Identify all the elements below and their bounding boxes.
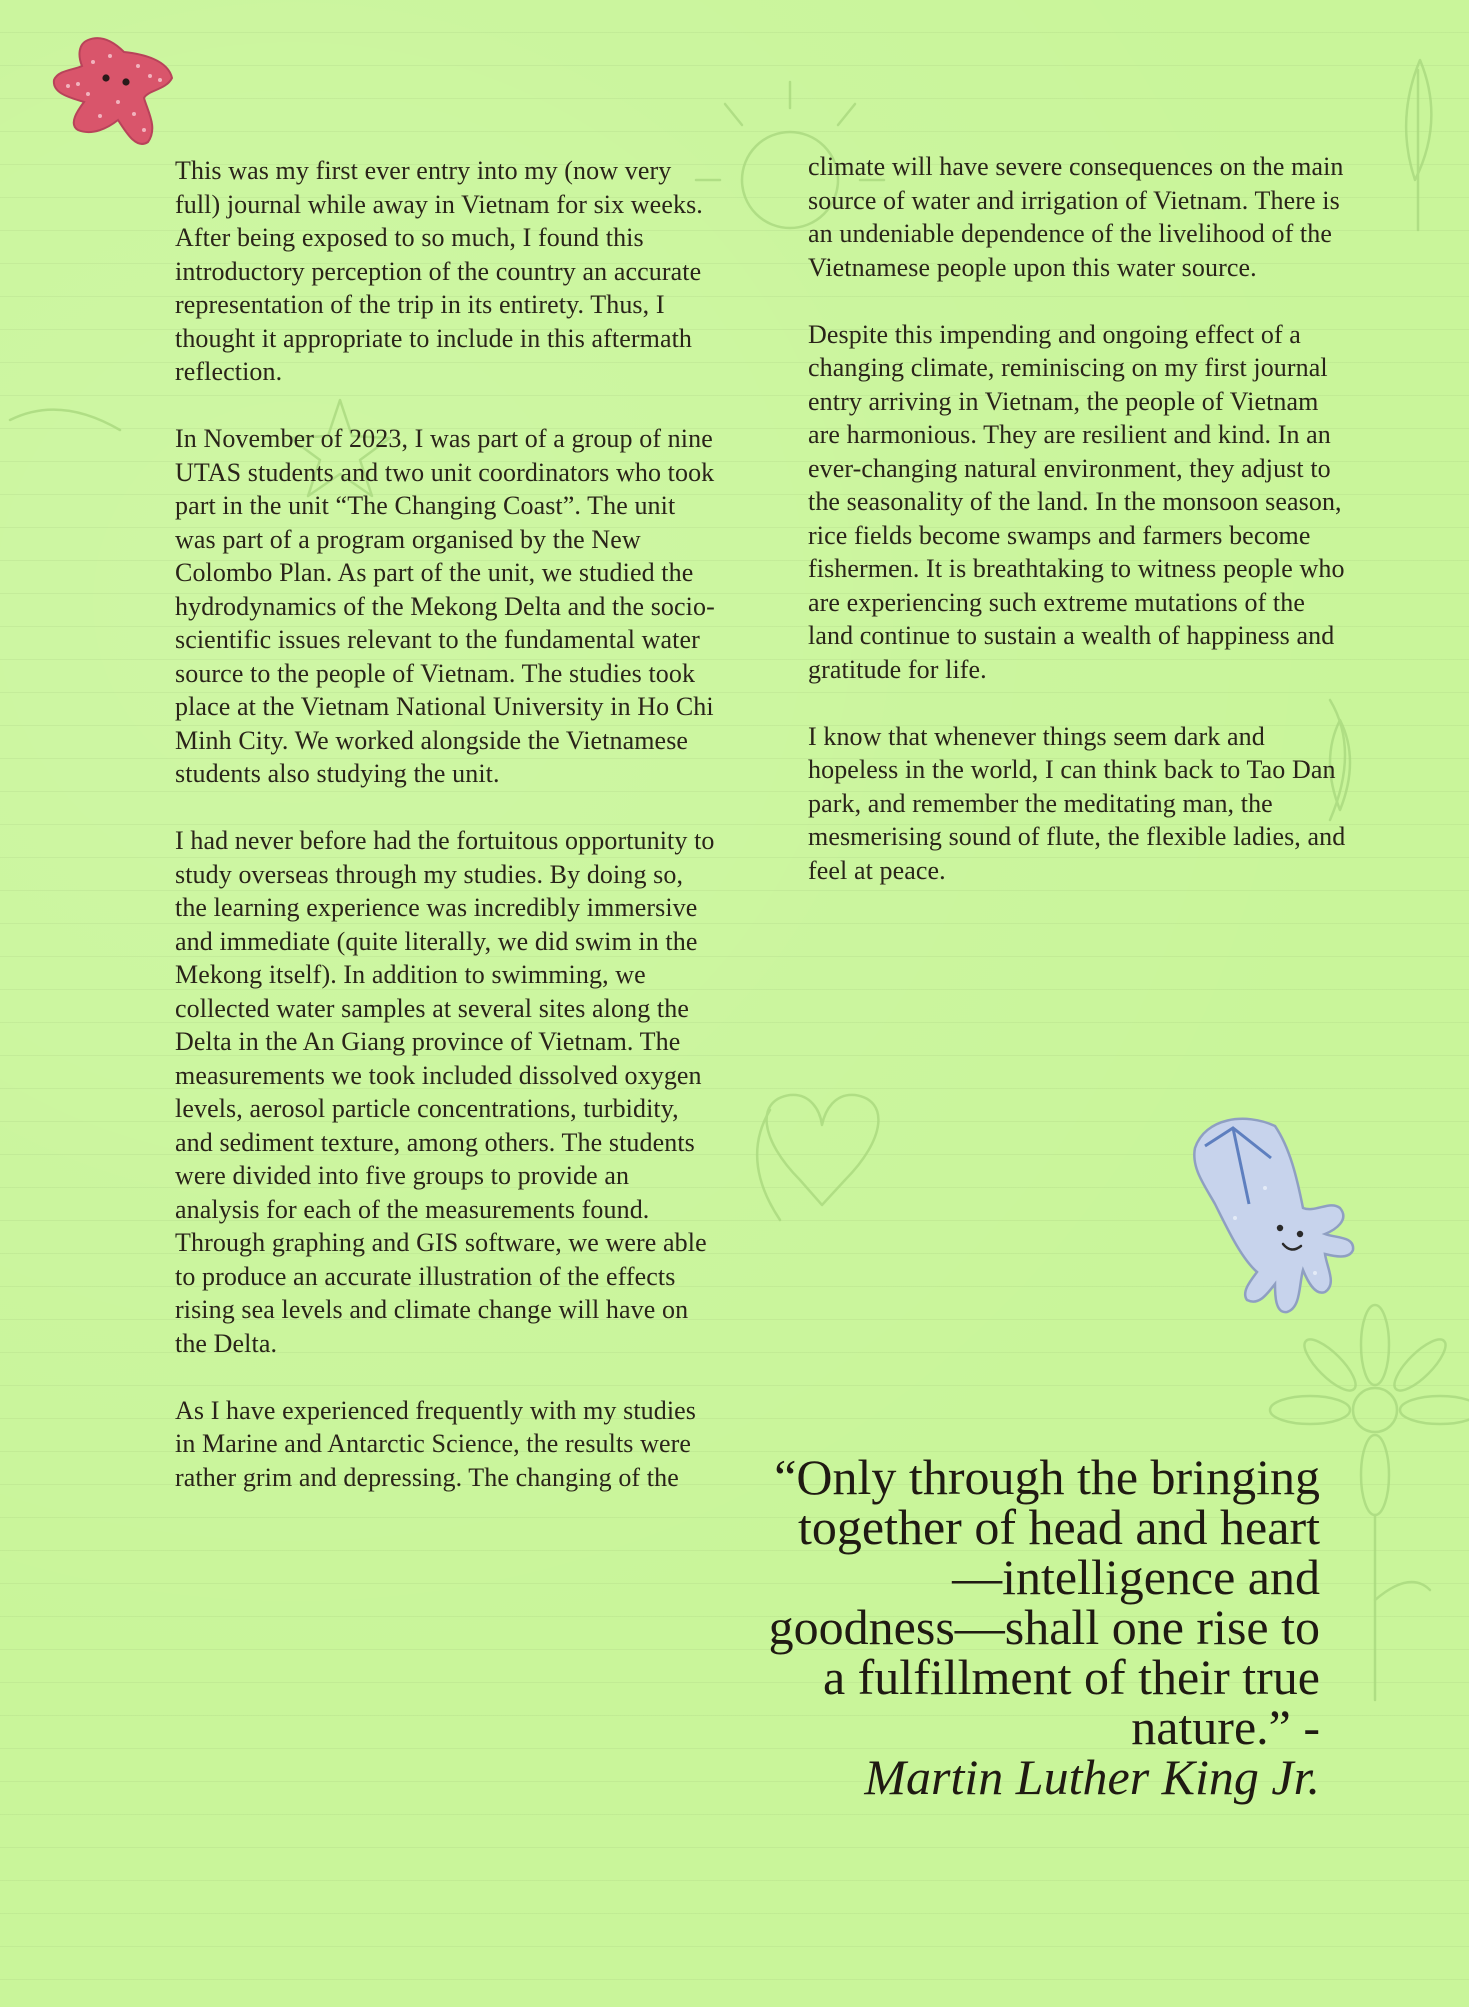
pink-starfish-sticker-icon [48,32,178,157]
blue-squid-sticker-icon [1175,1108,1365,1338]
right-paragraph-3: I know that whenever things seem dark and hopeless in the world, I can think back to Tao Dan park, and remember the meditating man, the mesmerising sound of flute, the flexible ladies, and feel at peace. [808,721,1346,885]
right-paragraph-2: Despite this impending and ongoing effect of a changing climate, reminiscing on my first journal entry arriving in Vietnam, the people of Vietnam are harmonious. They are resilient and kind. In an ever-changing natural environment, they adjust to the seasonality of the land. In the monsoon season, rice fields become swamps and farmers become fishermen. It is breathtaking to witness people who are experiencing such extreme mutations of the land continue to sustain a wealth of happiness and gratitude for life. [808,319,1345,684]
quote-text: “Only through the bringing together of head and heart—intelligence and goodness—shall one rise to a fulfillment of their true nature.” - [768,1449,1320,1755]
pull-quote [760,1449,1320,1805]
right-column-text [808,150,1353,921]
quote-author: Martin Luther King Jr. [864,1749,1320,1805]
doodle-heart-icon [757,1095,878,1220]
left-paragraph-3: I had never before had the fortuitous opportunity to study overseas through my studies. By doing so, the learning experience was incredibly immersive and immediate (quite literally, we did swim in the Mekong itself). In addition to swimming, we collected water samples at several sites along the Delta in the An Giang province of Vietnam. The measurements we took included dissolved oxygen levels, aerosol particle concentrations, turbidity, and sediment texture, among others. The students were divided into five groups to provide an analysis for each of the measurements found. Through graphing and GIS software, we were able to produce an accurate illustration of the effects rising sea levels and climate change will have on the Delta. [175,826,715,1358]
left-paragraph-2: In November of 2023, I was part of a group of nine UTAS students and two unit coordinators who took part in the unit “The Changing Coast”. The unit was part of a program organised by the New Colombo Plan. As part of the unit, we studied the hydrodynamics of the Mekong Delta and the socio-scientific issues relevant to the fundamental water source to the people of Vietnam. The studies took place at the Vietnam National University in Ho Chi Minh City. We worked alongside the Vietnamese students also studying the unit. [175,424,715,788]
left-paragraph-1: This was my first ever entry into my (now very full) journal while away in Vietnam for six weeks. After being exposed to so much, I found this introductory perception of the country an accurate representation of the trip in its entirety. Thus, I thought it appropriate to include in this aftermath reflection. [175,156,703,386]
left-paragraph-4: As I have experienced frequently with my studies in Marine and Antarctic Science, the results were rather grim and depressing. The changing of the [175,1395,697,1492]
right-paragraph-1: climate will have severe consequences on the main source of water and irrigation of Vietnam. There is an undeniable dependence of the livelihood of the Vietnamese people upon this water source. [808,152,1344,282]
left-column-text [175,154,715,1528]
